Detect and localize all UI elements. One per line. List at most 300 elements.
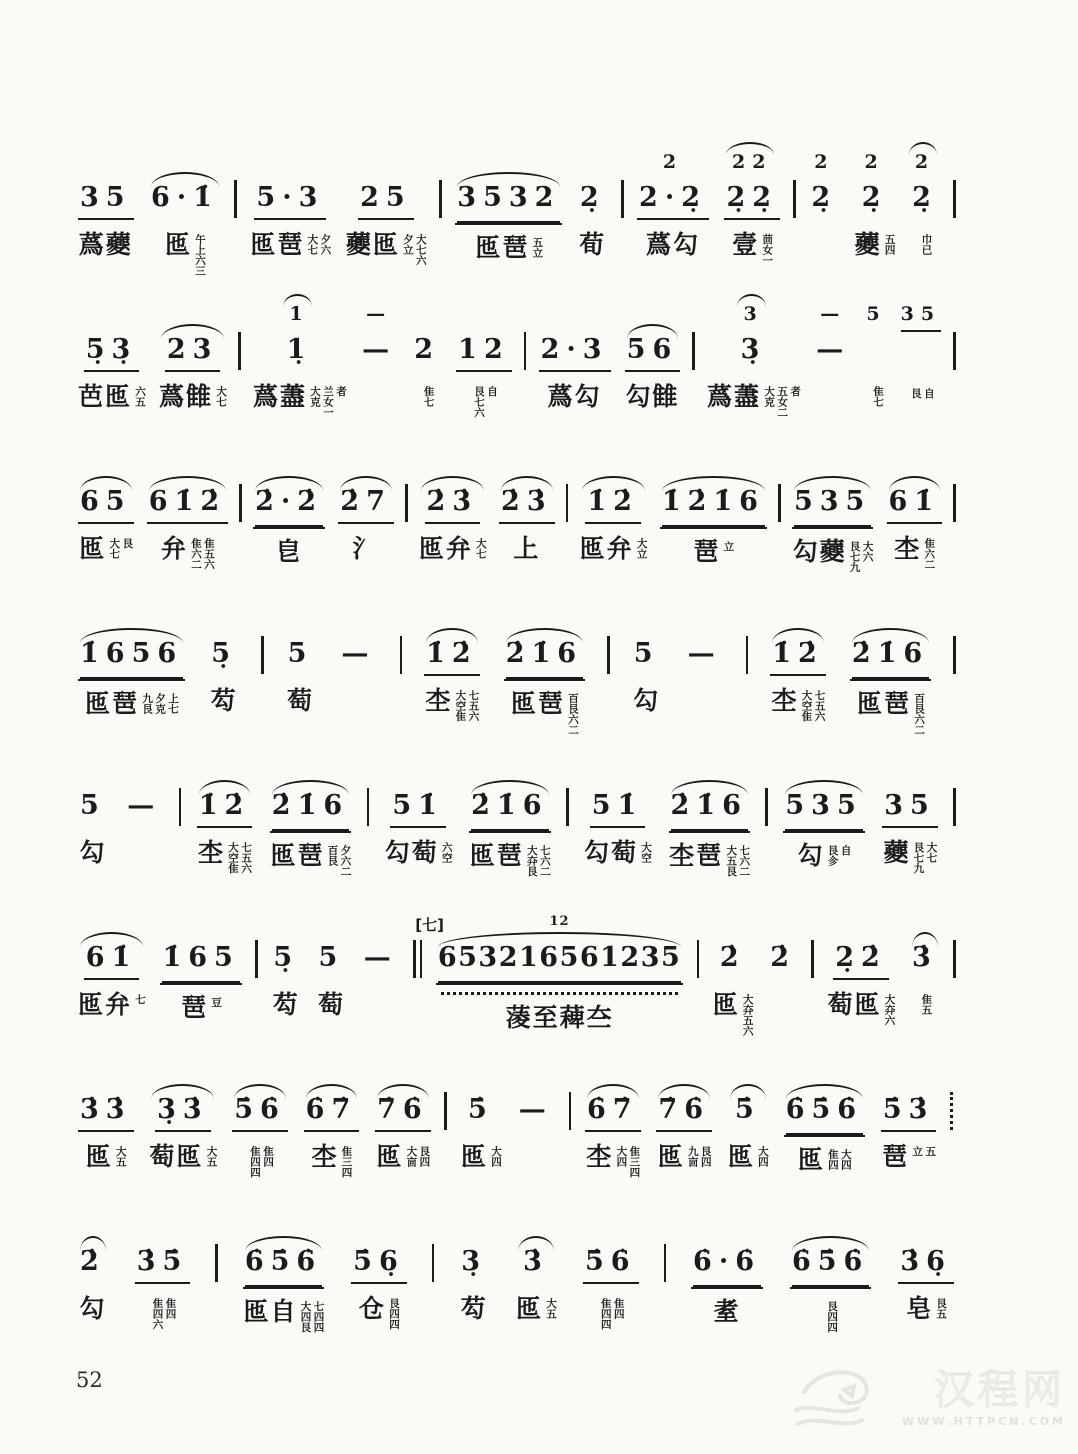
note-main: 653216561235 — [436, 938, 683, 985]
tablature — [511, 691, 578, 751]
barline-wrap — [403, 484, 410, 522]
tablature-annotation: 艮七六 — [472, 386, 485, 418]
tablature-glyphs: 匜琶 — [270, 841, 325, 870]
slur-arc — [234, 1084, 286, 1099]
note-group — [906, 148, 944, 292]
note-main: 5·3 — [254, 178, 326, 220]
system-line — [74, 908, 958, 1060]
tablature-annotation: 大空隹 — [800, 690, 813, 722]
slur-arc — [506, 628, 583, 643]
tablature — [311, 1144, 351, 1204]
tablature-annotation: 立 — [722, 541, 735, 552]
barline-wrap — [695, 940, 702, 978]
slur-arc — [889, 476, 941, 491]
note-group — [621, 300, 685, 444]
note-main-wrap — [286, 634, 316, 678]
note-main: 1̇656 — [78, 634, 185, 681]
tablature-annotation: 隹三四 — [628, 1146, 641, 1178]
tablature-annotation: 自 — [839, 845, 852, 856]
note-group — [74, 908, 149, 1052]
tablature — [79, 536, 132, 596]
tablature-annotation: 夕立 — [401, 234, 414, 255]
note-main-wrap — [590, 786, 646, 830]
note-main-wrap — [78, 1090, 134, 1134]
tablature-glyphs: 蔿蘷 — [78, 230, 133, 259]
slur-arc — [582, 476, 645, 491]
tablature — [598, 1296, 624, 1356]
tablature — [78, 384, 145, 444]
tablature-glyphs: 荀 — [579, 230, 607, 259]
note-main-wrap — [578, 178, 608, 222]
watermark-site-url: WWW.HTTPCN.COM — [901, 1414, 1066, 1428]
tablature-glyphs: 匜 — [727, 1142, 755, 1171]
tablature-glyphs: 匜琶 — [857, 689, 912, 718]
tablature — [86, 1144, 126, 1204]
note-main-wrap — [78, 178, 134, 222]
tablature-glyphs: 杢 — [586, 1142, 614, 1171]
tablature-annotation: 大四 — [756, 1146, 769, 1167]
note-main: 5 — [318, 942, 345, 973]
note-group — [451, 148, 566, 295]
note-main: 5 — [80, 790, 106, 821]
note-main: 6̇5̇6̇ — [790, 1242, 871, 1289]
note-group — [432, 908, 687, 1065]
note-main: 2̇3̇ — [425, 482, 481, 524]
tablature-annotation: 隹四四 — [249, 1146, 262, 1178]
note-main: 1̇65 — [160, 938, 241, 985]
bar-line — [607, 636, 610, 674]
note-main-wrap — [517, 1090, 555, 1134]
tablature — [732, 232, 772, 292]
note-main-wrap — [539, 330, 611, 374]
bar-line — [953, 788, 956, 826]
barline-wrap — [951, 636, 958, 674]
tablature-glyphs: 匜 — [79, 534, 107, 563]
note-group — [131, 1212, 195, 1356]
tablature — [798, 1147, 851, 1207]
tablature-glyphs: 杢 — [311, 1142, 339, 1171]
note-main: 6̇·6̇ — [691, 1242, 763, 1289]
note-group — [420, 604, 484, 748]
tablature-glyphs: 匜 — [376, 1142, 404, 1171]
note-group — [764, 908, 802, 1052]
tablature-glyphs: 琶 — [181, 993, 209, 1022]
tablature-annotation: 七 — [134, 994, 147, 1005]
note-group — [381, 756, 456, 900]
slur-arc — [457, 172, 560, 187]
slur-arc — [199, 780, 251, 795]
bar-line — [746, 636, 749, 674]
tablature — [693, 539, 733, 599]
tablature-glyphs: 壹 — [732, 230, 760, 259]
tablature-annotation: 自 — [922, 388, 935, 399]
note-main-wrap — [882, 786, 938, 830]
tablature-glyphs: 上 — [513, 534, 541, 563]
tablature-glyphs: 蔿藎 — [252, 382, 307, 411]
tablature-annotation: 艮 — [909, 388, 922, 399]
note-main: — — [362, 334, 397, 365]
tablature-annotation: 夕六 — [319, 234, 332, 255]
tablature — [658, 1144, 711, 1204]
grace-notes: 1 — [289, 300, 309, 330]
tablature-glyphs: 萄 — [287, 686, 315, 715]
tablature — [181, 995, 221, 1055]
tablature — [798, 843, 851, 903]
tablature — [793, 539, 873, 599]
note-group — [121, 756, 167, 900]
tablature-annotation: 者 — [789, 386, 802, 397]
tablature-annotation: 艮七九 — [848, 541, 861, 573]
tablature-annotation: 大七 — [306, 234, 319, 255]
tablature — [475, 235, 542, 295]
note-group — [313, 908, 351, 1052]
barline-wrap — [237, 484, 244, 522]
slur-arc — [438, 932, 681, 947]
tablature-annotation: 五女二 — [776, 386, 789, 418]
tablature-annotation: 午上六三 — [193, 234, 206, 276]
note-group — [682, 604, 728, 748]
note-group — [155, 300, 230, 444]
note-main-wrap — [339, 634, 377, 678]
tablature-glyphs: 仓 — [358, 1294, 386, 1323]
note-main: 2·3 — [539, 330, 611, 372]
bar-line — [405, 484, 408, 522]
grace-notes: 2 — [814, 151, 835, 173]
slur-arc — [587, 1084, 639, 1099]
note-group — [574, 148, 612, 292]
note-main: 2̇1̇6 — [669, 786, 750, 833]
tablature — [633, 688, 660, 748]
tablature — [85, 691, 178, 751]
note-main: 6̇5̇6̇ — [243, 1242, 324, 1289]
note-group — [455, 1212, 493, 1356]
note-main: 2̇ — [80, 1246, 106, 1277]
note-main: 7̇6̇ — [656, 1090, 712, 1132]
note-main-wrap — [898, 1242, 954, 1286]
barline-wrap — [951, 484, 958, 522]
tablature — [908, 386, 934, 446]
note-group — [74, 300, 149, 444]
bar-line — [621, 180, 624, 218]
note-main-wrap — [768, 938, 798, 982]
slur-arc — [852, 628, 929, 643]
slur-arc — [794, 476, 871, 491]
slur-arc — [245, 1236, 322, 1251]
bar-line — [444, 1092, 447, 1130]
barline-wrap — [619, 180, 626, 218]
tablature — [79, 840, 106, 900]
tablature-annotation: 兰女一 — [322, 386, 335, 418]
barline-wrap — [522, 332, 529, 370]
tablature-glyphs: 皀 — [275, 537, 303, 566]
barline-wrap — [232, 180, 239, 218]
slur-arc — [792, 1236, 869, 1251]
tablature-annotation: 隹四 — [262, 1146, 275, 1167]
note-main: 51̇ — [390, 786, 446, 828]
note-group — [74, 756, 112, 900]
note-main: 25 — [358, 178, 414, 220]
tablature-annotation: 立 — [911, 1146, 924, 1157]
tablature — [894, 536, 934, 596]
tablature — [159, 384, 226, 444]
note-main: 2̣ — [861, 182, 888, 213]
barline-wrap — [259, 636, 266, 674]
bar-line — [692, 332, 695, 370]
system-line — [74, 756, 958, 908]
tablature-annotation: 九㐭 — [686, 1146, 699, 1167]
tablature — [548, 384, 602, 444]
tablature — [461, 1144, 501, 1204]
tablature-annotation: 巾已 — [920, 234, 933, 255]
note-group — [408, 300, 446, 444]
note-group — [145, 1060, 220, 1204]
note-group — [74, 1060, 138, 1204]
tablature-annotation: 七六二 — [738, 845, 751, 877]
tablature-annotation: 大四 — [839, 1149, 852, 1170]
tablature-glyphs: 勾 — [797, 841, 825, 870]
bar-line — [953, 484, 956, 522]
tablature-annotation: 大㚏艮 — [525, 845, 538, 877]
tablature-annotation: 隹四四 — [599, 1298, 612, 1330]
note-main: 2̣2̇ — [833, 938, 889, 980]
slur-arc — [772, 628, 824, 643]
tablature — [586, 1144, 639, 1204]
note-main: 1̣ — [286, 334, 313, 365]
note-main: 7̇6̇ — [375, 1090, 431, 1132]
bar-line — [215, 1244, 218, 1282]
dashed-bar-line — [950, 1092, 956, 1130]
bar-line — [569, 1092, 572, 1130]
tablature — [707, 384, 800, 444]
tablature — [713, 992, 753, 1052]
tablature-glyphs: 匜 — [712, 990, 740, 1019]
tablature-annotation: 艮四 — [418, 1146, 431, 1167]
double-bar-line — [413, 940, 416, 978]
note-group — [282, 604, 320, 748]
system-line — [74, 1060, 958, 1212]
tablature-glyphs: 勾萄 — [584, 838, 639, 867]
tablature-annotation: 大五 — [205, 1146, 218, 1167]
note-main: 2̇7 — [338, 482, 394, 524]
slur-arc — [377, 1084, 429, 1099]
tablature — [149, 1144, 216, 1204]
tablature — [165, 232, 205, 292]
note-group — [74, 148, 138, 292]
note-main-wrap — [271, 938, 301, 982]
slur-arc — [786, 1084, 863, 1099]
slur-arc — [471, 780, 548, 795]
tablature-glyphs: 匜 — [515, 1294, 543, 1323]
tablature-annotation: 隹四 — [826, 1149, 839, 1170]
tablature-annotation: 隹四六 — [151, 1298, 164, 1330]
tablature-glyphs: 勾蘷 — [792, 537, 847, 566]
note-main: 5̣ — [273, 942, 300, 973]
note-main: 12 — [456, 330, 512, 372]
tablature-annotation: 百艮六二 — [913, 693, 926, 735]
grace-notes: 3 — [743, 300, 763, 330]
barline-wrap — [776, 484, 783, 522]
note-group — [877, 1060, 941, 1204]
tablature-glyphs: 匜琶 — [510, 689, 565, 718]
barline-wrap — [564, 788, 571, 826]
note-group — [267, 908, 305, 1052]
barline-wrap — [951, 788, 958, 826]
tablature-annotation: 七五六 — [813, 690, 826, 722]
note-group — [766, 604, 830, 748]
tablature-glyphs: 虁匜 — [345, 230, 400, 259]
note-main-wrap — [360, 330, 398, 374]
note-main: — — [518, 1094, 553, 1125]
tablature-glyphs: 蔿勾 — [547, 382, 602, 411]
slur-arc — [518, 1236, 554, 1251]
tablature-annotation: 大空隹 — [227, 842, 240, 874]
tablature — [855, 232, 895, 292]
barline-wrap — [690, 332, 697, 370]
note-main: 6̇7̇ — [304, 1090, 360, 1132]
tablature-glyphs: 萄匜 — [827, 990, 882, 1019]
barline-wrap — [791, 180, 798, 218]
tablature-annotation: 隹七 — [871, 386, 884, 407]
slur-arc — [255, 476, 323, 491]
tablature — [516, 1296, 556, 1356]
grace-notes: 2 — [864, 151, 885, 173]
tablature-glyphs: 虁 — [854, 230, 882, 259]
tablature-annotation: 隹四 — [612, 1298, 625, 1319]
tablature-glyphs: 弁 — [160, 534, 188, 563]
tablature-annotation: 五 — [924, 1146, 937, 1157]
note-main-wrap — [351, 1242, 407, 1286]
note-main-wrap — [583, 1242, 639, 1286]
tablature — [376, 1144, 429, 1204]
note-main: 5 — [633, 638, 660, 669]
watermark — [786, 1354, 1066, 1444]
tablature-annotation: 大空隹 — [454, 690, 467, 722]
tablature-annotation: 夕克 — [154, 693, 167, 714]
slur-arc — [627, 324, 679, 339]
tablature-glyphs: 勾 — [79, 838, 107, 867]
note-group — [724, 1060, 772, 1204]
note-main: 3̇ — [911, 942, 938, 973]
note-main: 3̣3̇ — [155, 1090, 211, 1132]
tablature-annotation: 五立 — [531, 237, 544, 258]
tablature-annotation: 七五六 — [240, 842, 253, 874]
note-group — [535, 300, 615, 444]
note-main: 35 — [882, 786, 938, 828]
note-main-wrap — [78, 786, 108, 830]
barline-wrap — [951, 332, 958, 370]
tablature-annotation: 大五 — [545, 1298, 558, 1319]
note-main: 535 — [792, 482, 873, 529]
note-main: 5̇6̣ — [351, 1242, 407, 1284]
tablature — [243, 1299, 323, 1359]
tablature-glyphs: 芶 — [210, 686, 238, 715]
tablature-annotation: 隹六二 — [923, 538, 936, 570]
note-main-wrap — [456, 330, 512, 374]
note-main-wrap — [632, 634, 662, 678]
note-main: 6̇5̇6̇ — [784, 1090, 865, 1137]
tablature-annotation: 大四 — [489, 1146, 502, 1167]
note-group — [628, 604, 666, 748]
note-main-wrap — [160, 938, 241, 985]
note-group — [205, 604, 243, 748]
tablature-annotation: 百艮六二 — [566, 693, 579, 735]
note-group — [862, 300, 890, 444]
slur-arc — [80, 1236, 106, 1251]
note-main: — — [816, 334, 851, 365]
barline-wrap — [213, 1244, 220, 1282]
barline-wrap — [948, 1092, 958, 1130]
slur-arc — [501, 476, 553, 491]
note-group — [581, 1060, 645, 1204]
tablature-glyphs: 蔿藎 — [707, 382, 762, 411]
bar-line — [179, 788, 182, 826]
tablature-glyphs: 琶 — [693, 537, 721, 566]
bar-line — [439, 180, 442, 218]
barline-wrap — [605, 636, 612, 674]
tablature-glyphs: 芶 — [272, 990, 300, 1019]
note-group — [334, 452, 398, 596]
tablature-annotation: 大㚏六 — [883, 994, 896, 1026]
note-main: 61̇2̇ — [147, 482, 228, 524]
note-group — [239, 1212, 328, 1359]
slur-arc — [340, 476, 392, 491]
note-group — [633, 148, 713, 292]
note-main-wrap — [874, 330, 878, 374]
tablature — [580, 536, 647, 596]
bar-line — [953, 940, 956, 978]
tablature-annotation: 夕六二 — [339, 845, 352, 877]
note-group — [371, 1060, 435, 1204]
slur-arc — [161, 324, 224, 339]
tablature — [714, 1299, 741, 1359]
note-group — [779, 756, 868, 903]
tablature-annotation: 艮四四 — [826, 1301, 839, 1333]
barline-wrap — [253, 940, 260, 978]
tablature — [359, 1296, 399, 1356]
bar-line — [793, 180, 796, 218]
tablature — [882, 1144, 935, 1204]
note-main: 2̇1̇6 — [469, 786, 550, 833]
grace-notes: 2 — [662, 151, 684, 173]
tablature-glyphs: 匜 — [797, 1145, 825, 1174]
note-group — [249, 300, 350, 444]
slur-arc — [149, 476, 226, 491]
note-main: — — [687, 638, 722, 669]
tablature-annotation: 大克 — [763, 386, 776, 407]
note-main-wrap — [362, 938, 400, 982]
slur-arc — [730, 1084, 766, 1099]
tablature-glyphs: 耊 — [713, 1297, 741, 1326]
tablature — [270, 843, 350, 903]
note-group — [465, 756, 554, 903]
note-group — [897, 300, 945, 446]
note-main: 3̣ — [740, 334, 767, 365]
barline-wrap — [430, 1244, 437, 1282]
bar-line — [697, 940, 700, 978]
system-line — [74, 452, 958, 604]
note-main-wrap — [686, 634, 724, 678]
watermark-logo-icon — [786, 1354, 896, 1444]
tablature-glyphs: 杢 — [894, 534, 922, 563]
note-main: 23 — [165, 330, 221, 372]
note-main: 1̇2̇ — [424, 634, 480, 676]
tablature-annotation: 大七六 — [414, 234, 427, 266]
tablature-glyphs: 匜自 — [243, 1297, 298, 1326]
tablature-glyphs: 匜弁 — [579, 534, 634, 563]
tablature-annotation: 大七 — [215, 386, 228, 407]
note-main-wrap — [317, 938, 347, 982]
note-group — [788, 452, 877, 599]
